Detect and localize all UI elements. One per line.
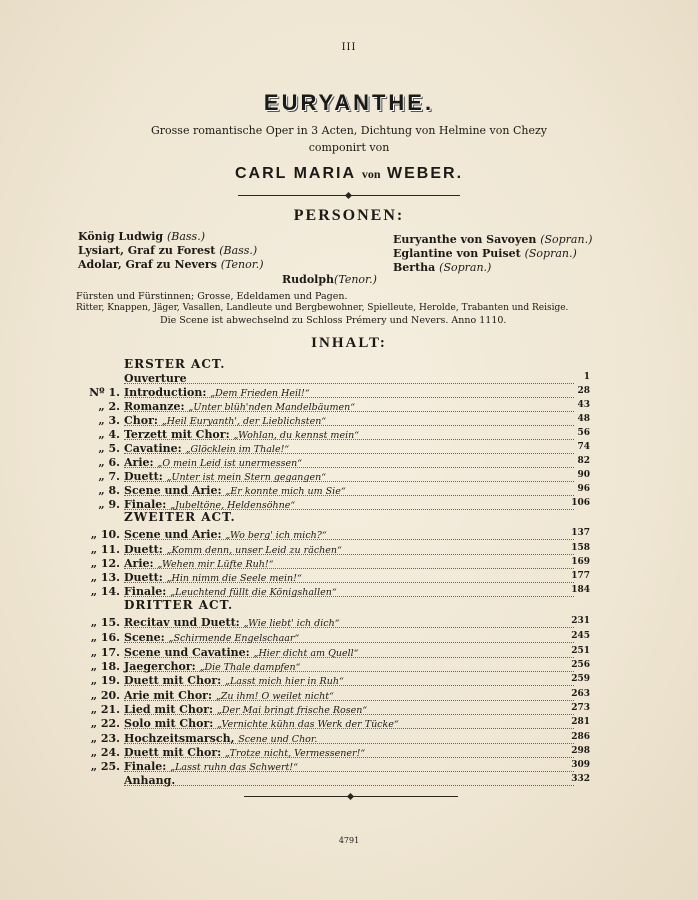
divider-ornament-bottom [347,793,354,800]
toc-entry-incipit: „Komm denn, unser Leid zu rächen“ [166,545,342,556]
toc-entry-type: Duett: [124,571,163,584]
toc-entry-number: „ 11. [90,543,120,556]
crowd-line-1: Fürsten und Fürstinnen; Grosse, Edeldamen und Pagen. [76,291,348,302]
toc-entry-number: „ 21. [90,703,120,716]
toc-entry-title [124,674,344,687]
act-heading-2: ZWEITER ACT. [124,510,236,524]
toc-entry [78,674,590,689]
toc-entry-type: Duett mit Chor: [124,746,222,759]
toc-entry [78,372,590,387]
act-heading-3: DRITTER ACT. [124,598,234,612]
toc-entry-type: Scene: [124,631,165,644]
toc-entry-type: Arie: [124,456,154,469]
toc-entry [78,746,590,761]
toc-entry-title [124,470,326,483]
toc-entry-type: Terzett mit Chor: [124,428,230,441]
toc-entry-title [124,543,342,556]
cast-left-3: Adolar, Graf zu Nevers (Tenor.) [78,258,264,271]
toc-entry [78,456,590,471]
toc-entry-title [124,631,299,644]
toc-entry [78,660,590,675]
composer-last: WEBER. [387,165,464,182]
toc-entry-incipit: „Vernichte kühn das Werk der Tücke“ [217,719,399,730]
toc-entry-number: „ 19. [90,674,120,687]
toc-entry-title [124,746,365,759]
toc-entry [78,543,590,558]
toc-entry-incipit: „Unter ist mein Stern gegangen“ [166,472,327,483]
divider-ornament-top [345,192,352,199]
toc-entry-incipit: „Schirmende Engelschaar“ [168,633,300,644]
toc-entry-title [124,760,298,773]
toc-entry-number: „ 17. [90,646,120,659]
page-number: III [341,42,357,53]
toc-entry-page: 56 [577,428,590,438]
toc-entry-page: 48 [577,414,590,424]
toc-entry [78,498,590,513]
toc-entry-number: „ 3. [98,414,120,427]
toc-entry-title [124,571,302,584]
toc-entry-incipit: „Hier dicht am Quell“ [253,648,359,659]
toc-entry-title [124,456,302,469]
toc-entry-incipit: „Glöcklein im Thale!“ [185,444,290,455]
toc-entry-page: 177 [571,571,590,581]
toc-entry-page: 263 [571,689,590,699]
toc-entry-type: Duett: [124,470,163,483]
toc-entry-incipit: „Unter blüh'nden Mandelbäumen“ [188,402,356,413]
toc-entry-page: 184 [571,585,590,595]
toc-entry-number: „ 23. [90,732,120,745]
toc-entry-page: 74 [577,442,590,452]
crowd-line-3: Die Scene ist abwechselnd zu Schloss Prémery und Nevers. Anno 1110. [160,315,507,326]
toc-entry-page: 281 [571,717,590,727]
toc-entry-type: Finale: [124,760,167,773]
toc-entry-page: 231 [571,616,590,626]
toc-entry [78,386,590,401]
toc-entry-title [124,557,274,570]
toc-entry-number: „ 16. [90,631,120,644]
toc-entry-type: Scene und Arie: [124,484,222,497]
toc-entry-number: „ 13. [90,571,120,584]
toc-entry-number: „ 22. [90,717,120,730]
opera-title: EURYANTHE. [263,90,435,115]
toc-entry-page: 1 [583,372,590,382]
toc-entry [78,528,590,543]
toc-entry [78,442,590,457]
toc-entry [78,571,590,586]
toc-entry-incipit: „Heil Euryanth', der Lieblichsten“ [161,416,327,427]
toc-entry-page: 137 [571,528,590,538]
composer-name [0,165,698,183]
toc-entry-incipit: „Die Thale dampfen“ [199,662,301,673]
cast-right-2: Eglantine von Puiset (Sopran.) [393,247,577,260]
toc-entry-number: „ 14. [90,585,120,598]
toc-entry-type: Hochzeitsmarsch, [124,732,235,745]
toc-entry-type: Arie mit Chor: [124,689,213,702]
toc-entry [78,616,590,631]
toc-entry-incipit: „Wie liebt' ich dich“ [243,618,340,629]
toc-entry [78,400,590,415]
toc-entry-title [124,717,399,730]
cast-right-1: Euryanthe von Savoyen (Sopran.) [393,233,593,246]
toc-entry-number: „ 18. [90,660,120,673]
toc-entry [78,470,590,485]
toc-entry-incipit: „Wo berg' ich mich?“ [225,530,327,541]
toc-entry-title [124,484,346,497]
toc-entry-title [124,372,187,385]
toc-entry-title [124,585,337,598]
toc-entry-page: 256 [571,660,590,670]
toc-leader-dots [124,785,574,786]
toc-entry-page: 259 [571,674,590,684]
toc-entry [78,631,590,646]
toc-entry-incipit: „Trotze nicht, Vermessener!“ [225,748,366,759]
toc-entry-type: Recitav und Duett: [124,616,240,629]
toc-entry-number: Nº 1. [89,386,120,399]
toc-entry-incipit: „Er konnte mich um Sie“ [225,486,346,497]
toc-entry-number: „ 9. [98,498,120,511]
toc-entry [78,428,590,443]
toc-entry-number: „ 2. [98,400,120,413]
toc-entry-number: „ 8. [98,484,120,497]
toc-entry-page: 106 [571,498,590,508]
toc-entry-type: Solo mit Chor: [124,717,214,730]
toc-entry-type: Scene und Arie: [124,528,222,541]
toc-entry-number: „ 4. [98,428,120,441]
toc-entry-incipit: Scene und Chor. [238,734,318,745]
toc-entry-number: „ 5. [98,442,120,455]
toc-entry-page: 298 [571,746,590,756]
toc-entry-number: „ 6. [98,456,120,469]
toc-entry-type: Lied mit Chor: [124,703,214,716]
toc-entry-type: Chor: [124,414,158,427]
toc-entry [78,414,590,429]
toc-entry-page: 28 [577,386,590,396]
toc-entry-title [124,689,334,702]
toc-entry-page: 96 [577,484,590,494]
toc-entry [78,703,590,718]
toc-entry-number: „ 25. [90,760,120,773]
toc-entry-number: „ 24. [90,746,120,759]
toc-entry-type: Duett mit Chor: [124,674,222,687]
toc-entry [78,760,590,775]
toc-entry [78,557,590,572]
toc-entry-title [124,660,301,673]
toc-entry-number: „ 7. [98,470,120,483]
subtitle-line-1: Grosse romantische Oper in 3 Acten, Dichtung von Helmine von Chezy [150,124,547,137]
toc-entry-number: „ 12. [90,557,120,570]
toc-entry-page: 251 [571,646,590,656]
toc-entry-number: „ 20. [90,689,120,702]
toc-entry-page: 43 [577,400,590,410]
toc-entry-incipit: „Dem Frieden Heil!“ [210,388,310,399]
toc-entry-type: Cavatine: [124,442,182,455]
toc-entry-type: Arie: [124,557,154,570]
cast-center: Rudolph(Tenor.) [282,273,377,286]
cast-left-2: Lysiart, Graf zu Forest (Bass.) [78,244,258,257]
toc-entry-number: „ 15. [90,616,120,629]
toc-entry-title [124,774,175,787]
persons-heading: PERSONEN: [293,207,405,224]
toc-entry [78,585,590,600]
toc-entry-title [124,646,359,659]
toc-entry-type: Duett: [124,543,163,556]
toc-entry-title [124,400,355,413]
cast-right-3: Bertha (Sopran.) [393,261,492,274]
composer-von: von [361,167,381,181]
toc-entry [78,646,590,661]
toc-entry-type: Ouverture [124,372,187,385]
toc-entry-page: 169 [571,557,590,567]
toc-entry-incipit: „Lasst mich hier in Ruh“ [225,676,344,687]
toc-entry-incipit: „Jubeltöne, Heldensöhne“ [170,500,296,511]
toc-entry-incipit: „O mein Leid ist unermessen“ [157,458,303,469]
toc-entry [78,732,590,747]
toc-entry-title [124,498,295,511]
toc-entry [78,717,590,732]
toc-entry-page: 82 [577,456,590,466]
toc-leader-dots [124,383,574,384]
cast-left-1: König Ludwig (Bass.) [78,230,205,243]
toc-entry-number: „ 10. [90,528,120,541]
subtitle-line-2: componirt von [308,141,390,154]
toc-entry-title [124,703,367,716]
toc-entry-type: Finale: [124,585,167,598]
toc-entry-page: 245 [571,631,590,641]
toc-entry-page: 309 [571,760,590,770]
toc-entry-title [124,414,326,427]
toc-entry-incipit: „Wehen mir Lüfte Ruh!“ [157,559,274,570]
toc-entry-incipit: „Zu ihm! O weilet nicht“ [215,691,334,702]
toc-entry-title [124,386,310,399]
crowd-line-2: Ritter, Knappen, Jäger, Vasallen, Landleute und Bergbewohner, Spielleute, Herolde, Trabanten und Reisige. [76,303,569,313]
toc-entry [78,689,590,704]
toc-entry-page: 158 [571,543,590,553]
toc-entry-page: 273 [571,703,590,713]
composer-first: CARL MARIA [234,165,356,182]
toc-entry-title [124,616,340,629]
toc-entry-title [124,442,289,455]
toc-entry-page: 286 [571,732,590,742]
toc-entry [78,484,590,499]
plate-number: 4791 [338,836,360,845]
toc-entry-title [124,528,327,541]
toc-entry-type: Scene und Cavatine: [124,646,250,659]
toc-entry-incipit: „Wohlan, du kennst mein“ [233,430,360,441]
toc-entry-incipit: „Hin nimm die Seele mein!“ [166,573,302,584]
toc-entry-incipit: „Leuchtend füllt die Königshallen“ [170,587,337,598]
toc-entry-incipit: „Der Mai bringt frische Rosen“ [216,705,368,716]
toc-entry-type: Romanze: [124,400,185,413]
toc-entry-title [124,428,359,441]
contents-heading: INHALT: [311,335,387,351]
toc-entry-type: Introduction: [124,386,207,399]
toc-entry-page: 90 [577,470,590,480]
toc-entry [78,774,590,789]
toc-entry-type: Finale: [124,498,167,511]
toc-entry-type: Jaegerchor: [124,660,196,673]
act-heading-1: ERSTER ACT. [124,357,226,371]
toc-entry-page: 332 [571,774,590,784]
toc-entry-type: Anhang. [124,774,176,787]
toc-entry-incipit: „Lasst ruhn das Schwert!“ [170,762,298,773]
toc-entry-title [124,732,317,745]
